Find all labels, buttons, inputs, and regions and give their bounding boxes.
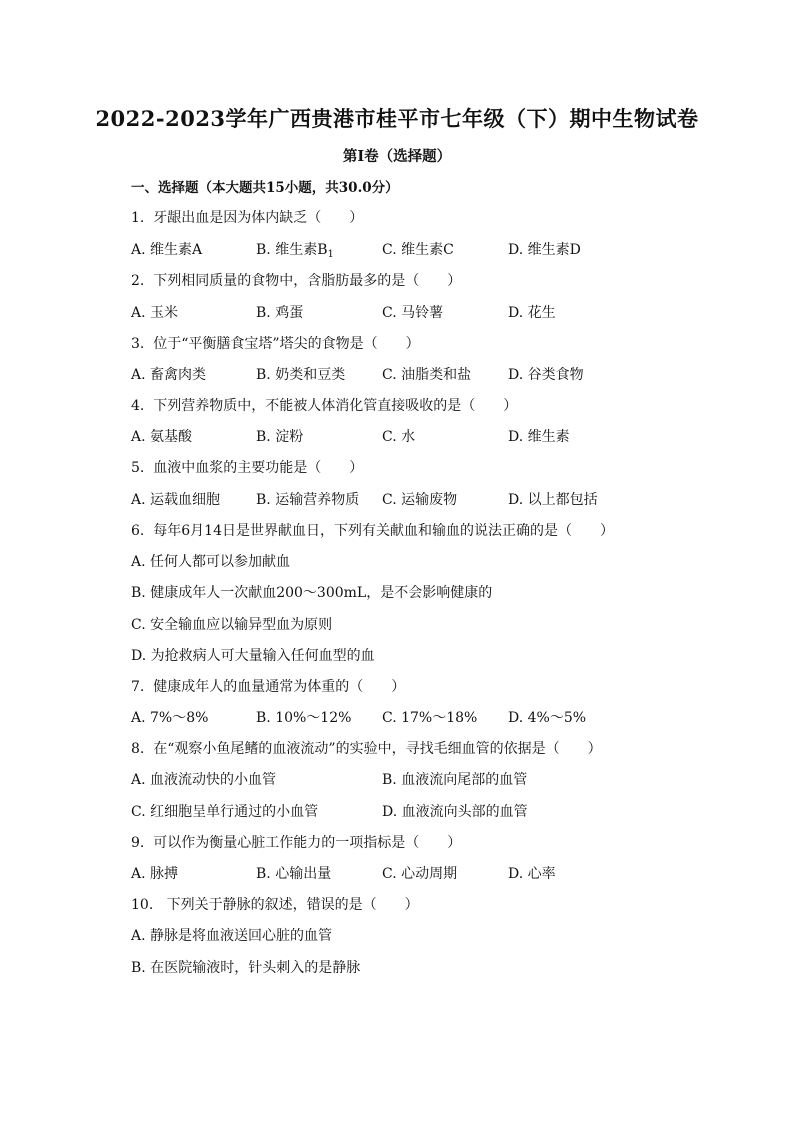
question-1	[131, 207, 363, 227]
q4-option-a: A. 氨基酸	[131, 429, 193, 445]
question-7	[131, 676, 405, 696]
section-heading: 一、选择题（本大题共15小题，共30.0分）	[131, 180, 399, 196]
q2-option-b: B. 鸡蛋	[256, 305, 304, 321]
question-text: 健康成年人的血量通常为体重的（ ）	[153, 679, 406, 695]
exam-subtitle: 第Ⅰ卷（选择题）	[342, 148, 452, 165]
question-10	[131, 894, 419, 914]
question-number: 3.	[131, 336, 145, 352]
q1-option-a: A. 维生素A	[131, 242, 203, 258]
q3-option-c: C. 油脂类和盐	[382, 367, 472, 383]
question-number: 9.	[131, 835, 145, 851]
q5-option-a: A. 运载血细胞	[131, 492, 221, 508]
q5-option-c: C. 运输废物	[382, 492, 458, 508]
question-text: 牙龈出血是因为体内缺乏（ ）	[153, 210, 364, 226]
q8-option-a: A. 血液流动快的小血管	[131, 772, 277, 788]
question-2	[131, 270, 461, 290]
question-number: 4.	[131, 398, 145, 414]
question-number: 7.	[131, 679, 145, 695]
question-6	[131, 520, 614, 540]
q7-option-d: D. 4%～5%	[508, 710, 587, 726]
q7-option-b: B. 10%～12%	[256, 710, 352, 726]
question-text: 下列营养物质中，不能被人体消化管直接吸收的是（ ）	[153, 398, 518, 414]
question-text: 每年6月14日是世界献血日，下列有关献血和输血的说法正确的是（ ）	[153, 523, 614, 539]
q6-option-c: C. 安全输血应以输异型血为原则	[131, 617, 333, 633]
q9-option-d: D. 心率	[508, 866, 556, 882]
q2-option-a: A. 玉米	[131, 305, 179, 321]
question-text: 位于“平衡膳食宝塔”塔尖的食物是（ ）	[153, 336, 420, 352]
question-text: 血液中血浆的主要功能是（ ）	[153, 460, 364, 476]
question-9	[131, 832, 461, 852]
q1-option-b: B. 维生素$B_1$	[256, 242, 334, 260]
q2-option-d: D. 花生	[508, 305, 556, 321]
question-number: 1.	[131, 210, 145, 226]
q5-option-d: D. 以上都包括	[508, 492, 598, 508]
q8-option-b: B. 血液流向尾部的血管	[382, 772, 528, 788]
q9-option-a: A. 脉搏	[131, 866, 179, 882]
q9-option-c: C. 心动周期	[382, 866, 458, 882]
question-text: 在“观察小鱼尾鳍的血液流动”的实验中，寻找毛细血管的依据是（ ）	[153, 741, 602, 757]
q7-option-a: A. 7%～8%	[131, 710, 209, 726]
q5-option-b: B. 运输营养物质	[256, 492, 360, 508]
exam-title: 2022-2023学年广西贵港市桂平市七年级（下）期中生物试卷	[95, 106, 699, 131]
question-number: 8.	[131, 741, 145, 757]
q2-option-c: C. 马铃薯	[382, 305, 444, 321]
question-5	[131, 457, 363, 477]
question-3	[131, 333, 420, 353]
question-8	[131, 738, 602, 758]
q3-option-a: A. 畜禽肉类	[131, 367, 207, 383]
q4-option-d: D. 维生素	[508, 429, 570, 445]
q6-option-a: A. 任何人都可以参加献血	[131, 554, 291, 570]
question-4	[131, 395, 517, 415]
q10-option-a: A. 静脉是将血液送回心脏的血管	[131, 928, 333, 944]
q10-option-b: B. 在医院输液时，针头刺入的是静脉	[131, 960, 361, 976]
q4-option-c: C. 水	[382, 429, 416, 445]
question-number: 5.	[131, 460, 145, 476]
q8-option-d: D. 血液流向头部的血管	[382, 804, 528, 820]
question-text: 下列关于静脉的叙述，错误的是（ ）	[166, 897, 419, 913]
question-number: 2.	[131, 273, 145, 289]
subscript: 1	[327, 249, 334, 260]
q4-option-b: B. 淀粉	[256, 429, 304, 445]
q3-option-d: D. 谷类食物	[508, 367, 584, 383]
q6-option-b: B. 健康成年人一次献血200～300mL，是不会影响健康的	[131, 585, 493, 601]
question-text: 可以作为衡量心脏工作能力的一项指标是（ ）	[153, 835, 462, 851]
question-number: 6.	[131, 523, 145, 539]
q6-option-d: D. 为抢救病人可大量输入任何血型的血	[131, 648, 375, 664]
question-number: 10.	[131, 897, 154, 913]
q3-option-b: B. 奶类和豆类	[256, 367, 346, 383]
q7-option-c: C. 17%～18%	[382, 710, 478, 726]
q8-option-c: C. 红细胞呈单行通过的小血管	[131, 804, 319, 820]
question-text: 下列相同质量的食物中，含脂肪最多的是（ ）	[153, 273, 462, 289]
q1-option-c: C. 维生素C	[382, 242, 454, 258]
q1-option-d: D. 维生素D	[508, 242, 581, 258]
q9-option-b: B. 心输出量	[256, 866, 332, 882]
